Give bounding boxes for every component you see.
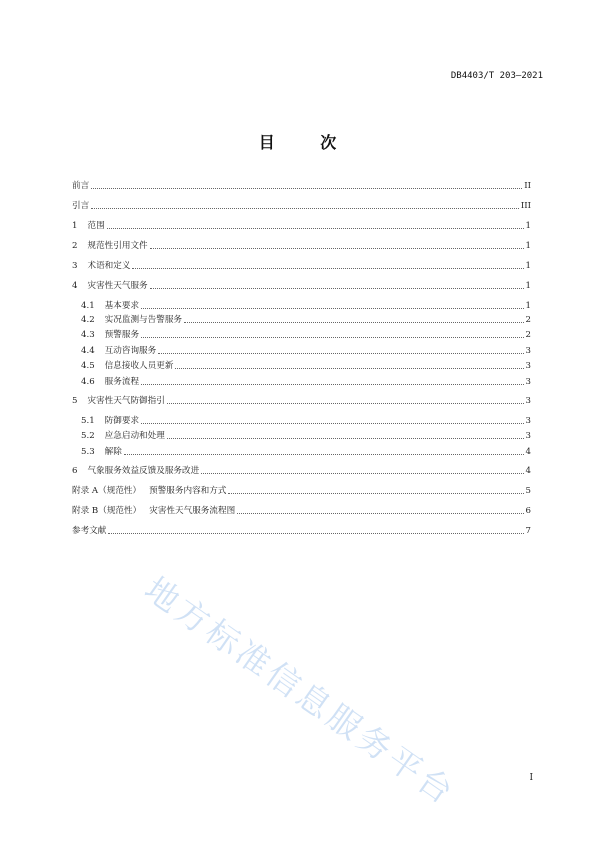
toc-entry[interactable] xyxy=(81,428,531,442)
toc-entry[interactable] xyxy=(81,374,531,388)
toc-dot-leader xyxy=(132,268,523,269)
toc-entry-number: 5.2 xyxy=(81,431,95,441)
toc-entry-title: 规范性引用文件 xyxy=(87,241,148,251)
toc-dot-leader xyxy=(167,438,524,439)
toc-entry[interactable] xyxy=(81,327,531,341)
toc-dot-leader xyxy=(124,454,524,455)
toc-entry-title: 参考文献 xyxy=(72,526,107,536)
toc-entry-page: 2 xyxy=(525,315,531,325)
toc-entry[interactable] xyxy=(72,393,531,407)
toc-entry-number: 附录 B（规范性） xyxy=(72,506,142,516)
toc-entry-number: 4 xyxy=(72,281,78,291)
toc-entry-title: 术语和定义 xyxy=(87,261,131,271)
toc-entry-title: 引言 xyxy=(72,201,90,211)
toc-entry-page: 3 xyxy=(525,431,531,441)
toc-entry-page: II xyxy=(524,181,531,191)
toc-entry[interactable] xyxy=(81,444,531,458)
toc-entry[interactable] xyxy=(72,523,531,537)
toc-entry-title: 基本要求 xyxy=(104,301,140,311)
toc-entry-title: 信息接收人员更新 xyxy=(104,361,174,371)
toc-entry-page: 1 xyxy=(525,241,531,251)
toc-entry-page: 3 xyxy=(525,396,531,406)
toc-entry-page: 3 xyxy=(525,416,531,426)
toc-entry-title: 预警服务内容和方式 xyxy=(149,486,227,496)
toc-entry-title: 灾害性天气服务流程图 xyxy=(149,506,236,516)
toc-entry-page: 2 xyxy=(525,330,531,340)
toc-entry-number: 4.2 xyxy=(81,315,95,325)
toc-entry-title: 范围 xyxy=(87,221,105,231)
toc-entry-title: 互动咨询服务 xyxy=(104,346,157,356)
toc-dot-leader xyxy=(91,188,522,189)
toc-entry[interactable] xyxy=(72,463,531,477)
toc-entry-number: 5.3 xyxy=(81,447,95,457)
toc-entry[interactable] xyxy=(72,258,531,272)
toc-dot-leader xyxy=(184,322,524,323)
toc-entry-number: 4.4 xyxy=(81,346,95,356)
toc-entry-title: 实况监测与告警服务 xyxy=(104,315,183,325)
toc-entry[interactable] xyxy=(81,358,531,372)
toc-entry-page: 4 xyxy=(525,447,531,457)
toc-entry-page: 7 xyxy=(525,526,531,536)
page-title: 目 次 xyxy=(258,133,357,152)
toc-entry-number: 附录 A（规范性） xyxy=(72,486,142,496)
toc-entry-page: 1 xyxy=(525,301,531,311)
toc-entry[interactable] xyxy=(81,413,531,427)
toc-entry-title: 灾害性天气服务 xyxy=(87,281,148,291)
toc-entry[interactable] xyxy=(72,178,531,192)
toc-entry-page: 6 xyxy=(525,506,531,516)
toc-entry[interactable] xyxy=(72,483,531,497)
toc-entry-title: 灾害性天气防御指引 xyxy=(87,396,165,406)
toc-entry-title: 前言 xyxy=(72,181,90,191)
standard-code: DB4403/T 203—2021 xyxy=(450,71,543,81)
toc-entry-page: 5 xyxy=(525,486,531,496)
toc-dot-leader xyxy=(150,248,524,249)
toc-entry-number: 5 xyxy=(72,396,78,406)
toc-entry[interactable] xyxy=(72,198,531,212)
toc-entry-title: 防御要求 xyxy=(104,416,140,426)
toc-dot-leader xyxy=(108,533,523,534)
toc-entry-number: 4.6 xyxy=(81,377,95,387)
page-number: I xyxy=(529,773,533,783)
toc-entry-number: 1 xyxy=(72,221,78,231)
toc-dot-leader xyxy=(141,337,523,338)
toc-entry-page: 4 xyxy=(525,466,531,476)
toc-entry-page: III xyxy=(520,201,531,211)
toc-entry-number: 6 xyxy=(72,466,78,476)
toc-dot-leader xyxy=(228,493,523,494)
toc-dot-leader xyxy=(91,208,519,209)
toc-entry-number: 3 xyxy=(72,261,78,271)
toc-entry-title: 解除 xyxy=(104,447,122,457)
toc-entry[interactable] xyxy=(72,238,531,252)
toc-entry-page: 3 xyxy=(525,361,531,371)
toc-entry-page: 1 xyxy=(525,221,531,231)
toc-entry[interactable] xyxy=(81,298,531,312)
toc-entry-page: 3 xyxy=(525,377,531,387)
toc-dot-leader xyxy=(201,473,523,474)
toc-entry[interactable] xyxy=(72,218,531,232)
toc-entry[interactable] xyxy=(72,278,531,292)
toc-entry[interactable] xyxy=(81,343,531,357)
toc-dot-leader xyxy=(141,423,523,424)
toc-entry[interactable] xyxy=(72,503,531,517)
toc-entry-number: 4.5 xyxy=(81,361,95,371)
toc-dot-leader xyxy=(141,384,523,385)
toc-dot-leader xyxy=(158,353,523,354)
toc-entry-title: 预警服务 xyxy=(104,330,140,340)
toc-entry-page: 1 xyxy=(525,281,531,291)
toc-entry-number: 4.3 xyxy=(81,330,95,340)
toc-entry[interactable] xyxy=(81,312,531,326)
toc-entry-page: 1 xyxy=(525,261,531,271)
toc-dot-leader xyxy=(141,308,523,309)
watermark: 地方标准信息服务平台 xyxy=(137,569,464,814)
toc-dot-leader xyxy=(237,513,523,514)
toc-dot-leader xyxy=(150,288,524,289)
toc-entry-number: 4.1 xyxy=(81,301,95,311)
toc-entry-title: 气象服务效益反馈及服务改进 xyxy=(87,466,200,476)
toc-dot-leader xyxy=(175,368,523,369)
toc-dot-leader xyxy=(107,228,524,229)
toc-entry-number: 2 xyxy=(72,241,78,251)
toc-entry-title: 服务流程 xyxy=(104,377,140,387)
toc-entry-number: 5.1 xyxy=(81,416,95,426)
toc-entry-page: 3 xyxy=(525,346,531,356)
toc-entry-title: 应急启动和处理 xyxy=(104,431,165,441)
toc-dot-leader xyxy=(167,403,524,404)
